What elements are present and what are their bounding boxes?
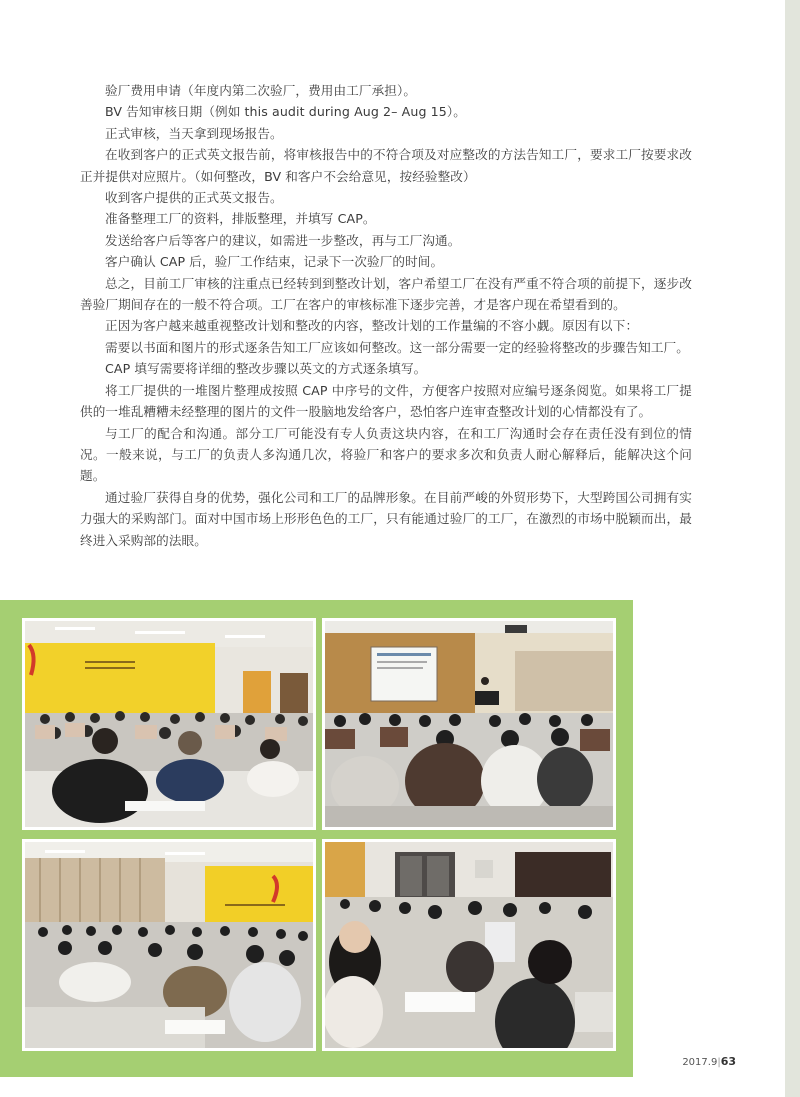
training-photo-wide-room [22,839,316,1051]
paragraph: 发送给客户后等客户的建议，如需进一步整改，再与工厂沟通。 [105,232,461,248]
page-edge-strip [785,0,800,1097]
paragraph: 验厂费用申请（年度内第二次验厂，费用由工厂承担）。 [105,83,417,98]
paragraph: 准备整理工厂的资料，排版整理，并填写 CAP。 [105,211,376,227]
paragraph: 需要以书面和图片的形式逐条告知工厂应该如何整改。这一部分需要一定的经验将整改的步骤告知工厂。 [105,339,689,355]
paragraph: 通过验厂获得自身的优势，强化公司和工厂的品牌形象。在目前严峻的外贸形势下，大型跨国公司拥有实力强大的采购部门。面对中国市场上形形色色的工厂，只有能通过验厂的工厂，在激烈的市场中脱颖而出，最终进入采购部的法眼。 [80,489,692,548]
paragraph: 总之，目前工厂审核的注重点已经转到到整改计划，客户希望工厂在没有严重不符合项的前提下，逐步改善验厂期间存在的一般不符合项。工厂在客户的审核标准下逐步完善，才是客户现在希望看到的。 [80,275,692,313]
issue-date: 2017.9 [682,1057,718,1068]
paragraph: CAP 填写需要将详细的整改步骤以英文的方式逐条填写。 [105,361,427,377]
training-photo-closeup [322,839,616,1051]
paragraph: BV 告知审核日期（例如 this audit during Aug 2– Aug 15）。 [105,104,466,120]
paragraph: 与工厂的配合和沟通。部分工厂可能没有专人负责这块内容，在和工厂沟通时会存在责任没有到位的情况。一般来说，与工厂的负责人多沟通几次，将验厂和客户的要求多次和负责人耐心解释后，能解决这个问题。 [80,425,692,484]
training-photo-lecture-hall [322,618,616,830]
paragraph: 将工厂提供的一堆图片整理成按照 CAP 中序号的文件，方便客户按照对应编号逐条阅览。如果将工厂提供的一堆乱糟糟未经整理的图片的文件一股脑地发给客户，恐怕客户连审查整改计划的心情都没有了。 [80,382,692,420]
paragraph: 在收到客户的正式英文报告前，将审核报告中的不符合项及对应整改的方法告知工厂，要求工厂按要求改正并提供对应照片。（如何整改，BV 和客户不会给意见，按经验整改） [80,147,692,184]
paragraph: 收到客户提供的正式英文报告。 [105,190,283,206]
training-photo-yellow-room [22,618,316,830]
paragraph: 正式审核，当天拿到现场报告。 [105,125,283,141]
paragraph: 客户确认 CAP 后，验厂工作结束，记录下一次验厂的时间。 [105,254,444,270]
paragraph: 正因为客户越来越重视整改计划和整改的内容，整改计划的工作量编的不容小觑。原因有以下： [105,318,639,334]
article-body [80,80,692,551]
folio-separator: | [717,1057,721,1068]
page-number: 63 [720,1055,736,1068]
page-folio [682,1055,736,1068]
